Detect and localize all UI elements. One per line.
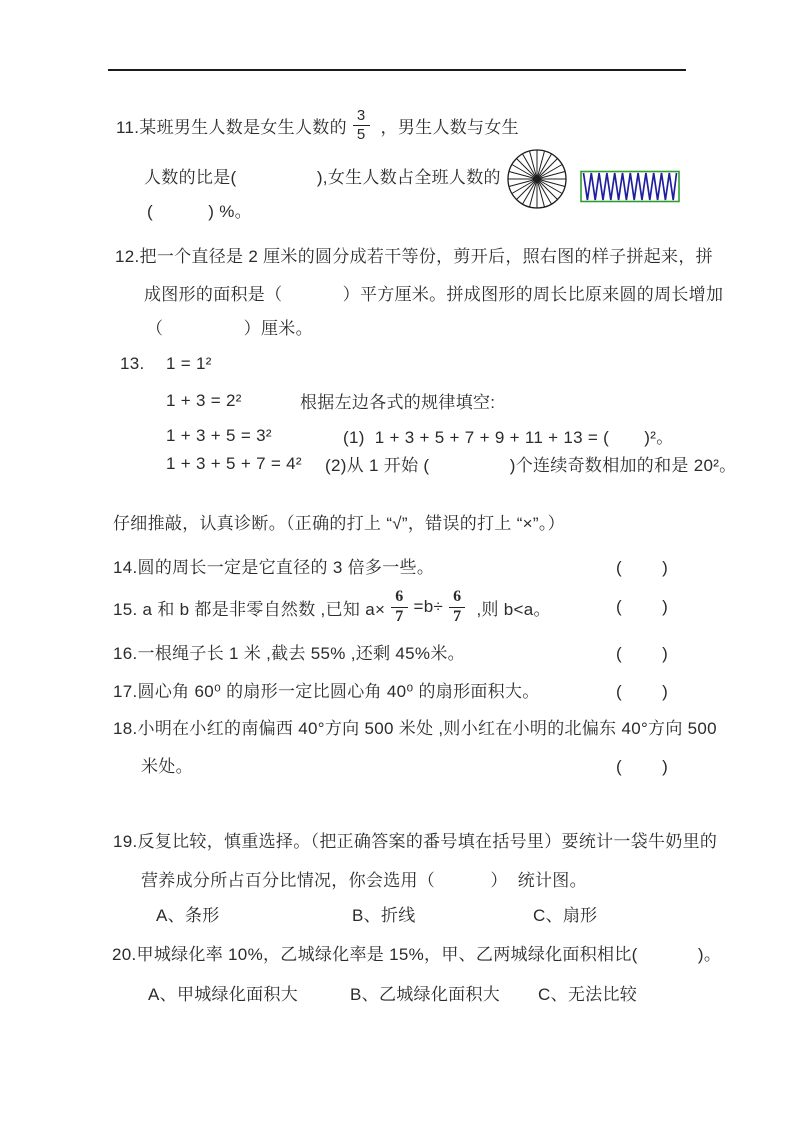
fraction-three-fifths — [353, 108, 370, 143]
question-19-line-1: 19.反复比较，慎重选择。（把正确答案的番号填在括号里）要统计一袋牛奶里的 — [113, 832, 718, 851]
question-16-answer-bracket: ( ) — [616, 644, 669, 663]
question-18-line-1: 18.小明在小红的南偏西 40°方向 500 米处 ,则小红在小明的北偏东 40°方向 500 — [113, 719, 717, 738]
fraction-denominator: 5 — [356, 125, 366, 143]
question-20-option-c: C、无法比较 — [538, 985, 638, 1004]
question-20-line-1: 20.甲城绿化率 10%，乙城绿化率是 15%，甲、乙两城绿化面积相比( )。 — [112, 945, 722, 964]
question-15-answer-bracket: ( ) — [616, 597, 669, 616]
question-11-text-suffix: ，男生人数与女生 — [375, 117, 519, 137]
question-19-option-a: A、条形 — [156, 906, 220, 925]
question-13-hint: 根据左边各式的规律填空: — [300, 393, 496, 412]
question-13-sub-2: (2)从 1 开始 ( )个连续奇数相加的和是 20²。 — [325, 456, 737, 475]
judge-section-header: 仔细推敲，认真诊断。（正确的打上 “√”，错误的打上 “×”。） — [113, 514, 565, 533]
question-20-option-b: B、乙城绿化面积大 — [350, 985, 501, 1004]
question-18-answer-bracket: ( ) — [616, 757, 669, 776]
question-17-answer-bracket: ( ) — [616, 682, 669, 701]
fraction-denominator: 7 — [395, 607, 404, 625]
question-11-line-1 — [116, 98, 519, 152]
fraction-numerator: 3 — [353, 108, 370, 126]
question-11-text-prefix: 11.某班男生人数是女生人数的 — [116, 117, 347, 137]
zigzag-rectangle-figure — [580, 170, 680, 203]
fraction-six-sevenths — [391, 589, 407, 626]
question-13-eq-3: 1 + 3 + 5 = 3² — [166, 426, 272, 445]
question-12-line-1: 12.把一个直径是 2 厘米的圆分成若干等份，剪开后，照右图的样子拼起来，拼 — [115, 247, 713, 266]
question-19-line-2: 营养成分所占百分比情况，你会选用（ ） 统计图。 — [141, 871, 587, 890]
question-16-text: 16.一根绳子长 1 米 ,截去 55% ,还剩 45%米。 — [113, 644, 465, 663]
fraction-numerator: 6 — [391, 589, 407, 608]
question-14-answer-bracket: ( ) — [616, 558, 669, 577]
question-15-part-3: ,则 b<a。 — [471, 599, 551, 619]
question-20-option-a: A、甲城绿化面积大 — [148, 985, 299, 1004]
question-12-line-3: （ ）厘米。 — [146, 319, 313, 338]
question-11-line-2: 人数的比是( ),女生人数占全班人数的 — [144, 168, 501, 187]
question-17-text: 17.圆心角 60⁰ 的扇形一定比圆心角 40⁰ 的扇形面积大。 — [113, 682, 540, 701]
fraction-denominator: 7 — [453, 607, 462, 625]
fraction-six-sevenths — [449, 589, 465, 626]
question-13-eq-2: 1 + 3 = 2² — [166, 391, 242, 410]
question-13-number: 13. — [120, 354, 145, 373]
question-14-text: 14.圆的周长一定是它直径的 3 倍多一些。 — [113, 558, 435, 577]
sector-divided-circle-figure — [506, 148, 568, 210]
question-15-part-2: =b÷ — [413, 597, 444, 616]
top-divider-line — [108, 69, 686, 71]
question-15-line — [113, 583, 551, 631]
question-13-sub-1: (1) 1 + 3 + 5 + 7 + 9 + 11 + 13 = ( )²。 — [343, 428, 674, 447]
question-13-eq-4: 1 + 3 + 5 + 7 = 4² — [166, 454, 302, 473]
question-15-part-1: 15. a 和 b 都是非零自然数 ,已知 a× — [113, 599, 386, 619]
question-19-option-b: B、折线 — [352, 906, 416, 925]
question-12-line-2: 成图形的面积是（ ）平方厘米。拼成图形的周长比原来圆的周长增加 — [144, 285, 724, 304]
question-18-line-2: 米处。 — [141, 757, 193, 776]
question-13-eq-1: 1 = 1² — [166, 354, 212, 373]
question-11-line-3: ( ) %。 — [147, 202, 252, 221]
question-19-option-c: C、扇形 — [533, 906, 598, 925]
fraction-numerator: 6 — [449, 589, 465, 608]
